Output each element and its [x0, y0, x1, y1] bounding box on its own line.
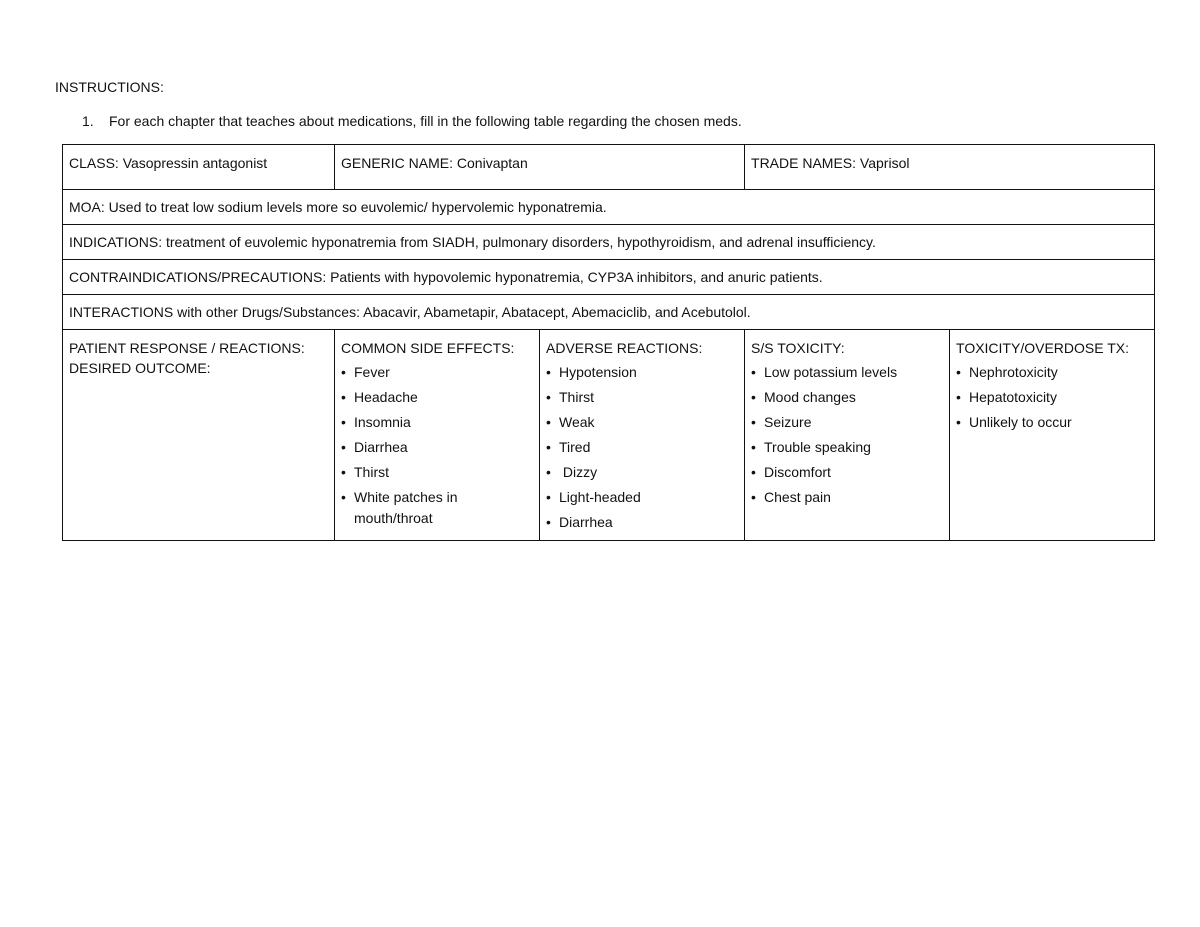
list-item-text: Seizure — [764, 414, 812, 430]
bullet-icon: • — [546, 464, 551, 480]
list-item — [751, 412, 943, 433]
bullet-icon: • — [546, 389, 551, 405]
list-item-text: Discomfort — [764, 464, 831, 480]
toxicity-label: S/S TOXICITY: — [751, 340, 845, 356]
list-item-text: Chest pain — [764, 489, 831, 505]
instruction-text: For each chapter that teaches about medications, fill in the following table regarding the chosen meds. — [109, 113, 742, 129]
list-item — [546, 462, 738, 483]
list-item — [546, 387, 738, 408]
contraindications-cell: CONTRAINDICATIONS/PRECAUTIONS: Patients with hypovolemic hyponatremia, CYP3A inhibitors, and anuric patients. — [63, 260, 1155, 295]
list-item — [546, 412, 738, 433]
bullet-icon: • — [956, 364, 961, 380]
bullet-icon: • — [751, 389, 756, 405]
adverse-reactions-label: ADVERSE REACTIONS: — [546, 340, 703, 356]
list-item-text: Light-headed — [559, 489, 641, 505]
list-item — [751, 462, 943, 483]
bullet-icon: • — [546, 439, 551, 455]
list-item — [751, 437, 943, 458]
list-item — [546, 512, 738, 533]
overdose-tx-label: TOXICITY/OVERDOSE TX: — [956, 340, 1129, 356]
list-item — [546, 437, 738, 458]
list-item — [751, 487, 943, 508]
list-item-text: Thirst — [559, 389, 594, 405]
side-effects-label: COMMON SIDE EFFECTS: — [341, 340, 515, 356]
list-item-text: Dizzy — [559, 464, 598, 480]
list-item — [546, 487, 738, 508]
generic-name-cell: GENERIC NAME: Conivaptan — [335, 145, 745, 190]
bullet-icon: • — [546, 414, 551, 430]
list-item — [751, 387, 943, 408]
table-row — [63, 330, 1155, 541]
list-item-text: Fever — [354, 364, 390, 380]
list-item — [341, 362, 533, 383]
table-row — [63, 145, 1155, 190]
table-row — [63, 190, 1155, 225]
class-cell: CLASS: Vasopressin antagonist — [63, 145, 335, 190]
overdose-tx-list — [956, 362, 1148, 433]
toxicity-cell — [745, 330, 950, 541]
list-item — [956, 362, 1148, 383]
list-item-text: Weak — [559, 414, 595, 430]
adverse-reactions-cell — [540, 330, 745, 541]
bullet-icon: • — [751, 439, 756, 455]
bullet-icon: • — [546, 364, 551, 380]
list-item-text: White patches in mouth/throat — [354, 489, 462, 526]
list-item-text: Trouble speaking — [764, 439, 871, 455]
bullet-icon: • — [341, 439, 346, 455]
list-item — [341, 387, 533, 408]
toxicity-list — [751, 362, 943, 508]
bullet-icon: • — [341, 464, 346, 480]
desired-outcome-label: DESIRED OUTCOME: — [69, 360, 211, 376]
side-effects-cell — [335, 330, 540, 541]
overdose-tx-cell — [950, 330, 1155, 541]
table-row — [63, 260, 1155, 295]
bullet-icon: • — [546, 489, 551, 505]
list-item-text: Nephrotoxicity — [969, 364, 1058, 380]
instructions-heading: INSTRUCTIONS: — [55, 79, 164, 95]
trade-names-cell: TRADE NAMES: Vaprisol — [745, 145, 1155, 190]
list-item-text: Headache — [354, 389, 418, 405]
list-item — [751, 362, 943, 383]
list-item — [341, 412, 533, 433]
bullet-icon: • — [341, 364, 346, 380]
bullet-icon: • — [751, 464, 756, 480]
patient-response-cell — [63, 330, 335, 541]
list-item-text: Diarrhea — [354, 439, 408, 455]
list-item — [341, 487, 533, 529]
list-item — [546, 362, 738, 383]
list-item-text: Insomnia — [354, 414, 411, 430]
bullet-icon: • — [751, 364, 756, 380]
instruction-item — [82, 113, 742, 129]
instruction-number: 1. — [82, 113, 94, 129]
list-item — [956, 412, 1148, 433]
table-row — [63, 295, 1155, 330]
list-item-text: Hypotension — [559, 364, 637, 380]
bullet-icon: • — [341, 414, 346, 430]
bullet-icon: • — [956, 414, 961, 430]
bullet-icon: • — [751, 414, 756, 430]
list-item-text: Diarrhea — [559, 514, 613, 530]
bullet-icon: • — [546, 514, 551, 530]
bullet-icon: • — [341, 389, 346, 405]
bullet-icon: • — [751, 489, 756, 505]
table-row — [63, 225, 1155, 260]
bullet-icon: • — [341, 489, 346, 505]
list-item-text: Thirst — [354, 464, 389, 480]
list-item — [956, 387, 1148, 408]
list-item-text: Hepatotoxicity — [969, 389, 1057, 405]
moa-cell: MOA: Used to treat low sodium levels more so euvolemic/ hypervolemic hyponatremia. — [63, 190, 1155, 225]
adverse-reactions-list — [546, 362, 738, 533]
list-item-text: Mood changes — [764, 389, 856, 405]
medication-table — [62, 144, 1155, 541]
patient-response-label: PATIENT RESPONSE / REACTIONS: — [69, 340, 305, 356]
list-item-text: Unlikely to occur — [969, 414, 1072, 430]
list-item-text: Tired — [559, 439, 591, 455]
indications-cell: INDICATIONS: treatment of euvolemic hyponatremia from SIADH, pulmonary disorders, hypothyroidism, and adrenal insufficiency. — [63, 225, 1155, 260]
bullet-icon: • — [956, 389, 961, 405]
interactions-cell: INTERACTIONS with other Drugs/Substances: Abacavir, Abametapir, Abatacept, Abemaciclib, and Acebutolol. — [63, 295, 1155, 330]
list-item — [341, 462, 533, 483]
side-effects-list — [341, 362, 533, 529]
list-item — [341, 437, 533, 458]
list-item-text: Low potassium levels — [764, 364, 898, 380]
